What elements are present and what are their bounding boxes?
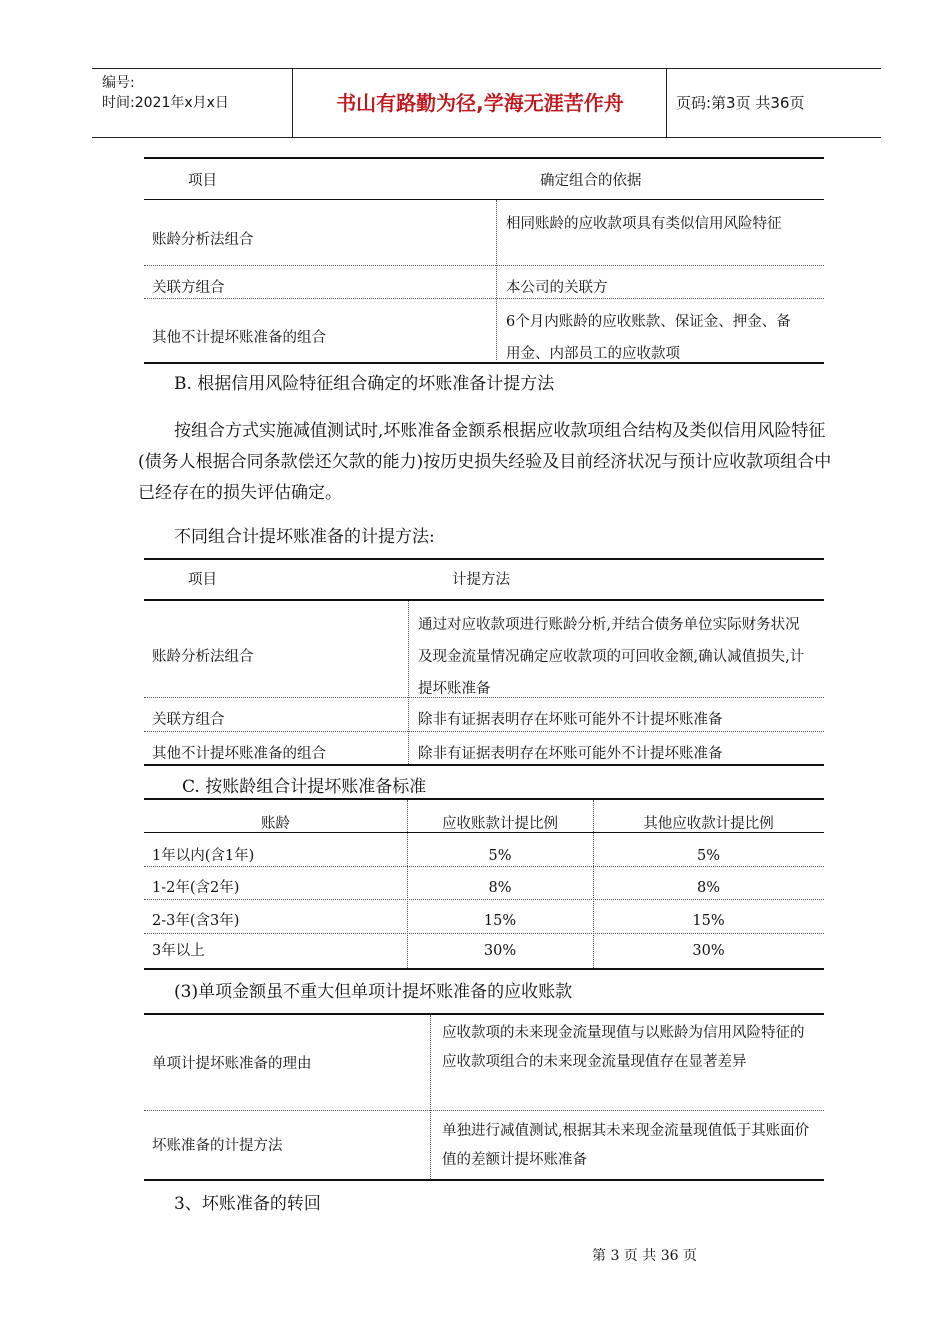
table1-row1-item: 账龄分析法组合 xyxy=(152,232,254,248)
table3-row3-ar: 15% xyxy=(483,913,517,929)
header-page-number: 页码:第3页 共36页 xyxy=(676,94,805,112)
page-footer: 第 3 页 共 36 页 xyxy=(592,1248,697,1264)
table2-row2-item: 关联方组合 xyxy=(152,712,225,728)
table2-row3-item: 其他不计提坏账准备的组合 xyxy=(152,746,326,762)
table1-row2-basis: 本公司的关联方 xyxy=(506,280,608,296)
table4-row2-desc: 单独进行减值测试,根据其未来现金流量现值低于其账面价值的差额计提坏账准备 xyxy=(442,1123,810,1168)
table4-row1-desc: 应收款项的未来现金流量现值与以账龄为信用风险特征的应收款项组合的未来现金流量现值存在显著差异 xyxy=(442,1025,805,1070)
table3-header-age: 账龄 xyxy=(261,816,290,832)
table1-header-basis: 确定组合的依据 xyxy=(540,173,642,189)
table3-row3-other: 15% xyxy=(692,913,725,929)
table2-row1-item: 账龄分析法组合 xyxy=(152,649,254,665)
table3-row4-age: 3年以上 xyxy=(152,943,205,959)
page-header xyxy=(92,68,881,138)
table2-header-method: 计提方法 xyxy=(452,572,510,588)
table4-row1-item: 单项计提坏账准备的理由 xyxy=(152,1056,312,1072)
table3-row4-other: 30% xyxy=(692,943,725,959)
section-3-heading: (3)单项金额虽不重大但单项计提坏账准备的应收账款 xyxy=(174,982,573,1002)
section-reversal-heading: 3、坏账准备的转回 xyxy=(174,1194,321,1214)
document-time: 时间:2021年x月x日 xyxy=(102,95,229,111)
section-b-intro: 不同组合计提坏账准备的计提方法: xyxy=(174,527,435,547)
table4-row2-item: 坏账准备的计提方法 xyxy=(152,1138,283,1154)
table3-row4-ar: 30% xyxy=(483,943,517,959)
section-b-paragraph: 按组合方式实施减值测试时,坏账准备金额系根据应收款项组合结构及类似信用风险特征(债务人根据合同条款偿还欠款的能力)按历史损失经验及目前经济状况与预计应收款项组合中已经存在的损失评估确定。 xyxy=(138,421,832,503)
table3-row3-age: 2-3年(含3年) xyxy=(152,913,240,929)
table2-row3-method: 除非有证据表明存在坏账可能外不计提坏账准备 xyxy=(418,746,723,762)
table3-row2-age: 1-2年(含2年) xyxy=(152,880,240,896)
table2-row2-method: 除非有证据表明存在坏账可能外不计提坏账准备 xyxy=(418,712,723,728)
header-meta xyxy=(102,73,229,113)
table1-header-item: 项目 xyxy=(188,173,217,189)
table3-header-other: 其他应收款计提比例 xyxy=(643,816,774,832)
table2-row1-method: 通过对应收款项进行账龄分析,并结合债务单位实际财务状况及现金流量情况确定应收款项的可回收金额,确认减值损失,计提坏账准备 xyxy=(418,617,805,697)
table3-header-ar: 应收账款计提比例 xyxy=(442,816,558,832)
table3-row1-other: 5% xyxy=(696,848,720,864)
table3-row2-ar: 8% xyxy=(488,880,512,896)
section-b-heading: B. 根据信用风险特征组合确定的坏账准备计提方法 xyxy=(174,374,555,394)
table3-row1-age: 1年以内(含1年) xyxy=(152,848,255,864)
document-number: 编号: xyxy=(102,75,135,91)
table2-header-item: 项目 xyxy=(188,572,217,588)
table1-row1-basis: 相同账龄的应收款项具有类似信用风险特征 xyxy=(506,216,782,232)
table3-row1-ar: 5% xyxy=(488,848,512,864)
table1-row3-basis: 6个月内账龄的应收账款、保证金、押金、备用金、内部员工的应收款项 xyxy=(506,314,791,362)
table1-row2-item: 关联方组合 xyxy=(152,280,225,296)
table1-row3-item: 其他不计提坏账准备的组合 xyxy=(152,330,326,346)
header-motto: 书山有路勤为径,学海无涯苦作舟 xyxy=(336,91,624,115)
section-c-heading: C. 按账龄组合计提坏账准备标准 xyxy=(182,777,427,797)
table3-row2-other: 8% xyxy=(696,880,720,896)
